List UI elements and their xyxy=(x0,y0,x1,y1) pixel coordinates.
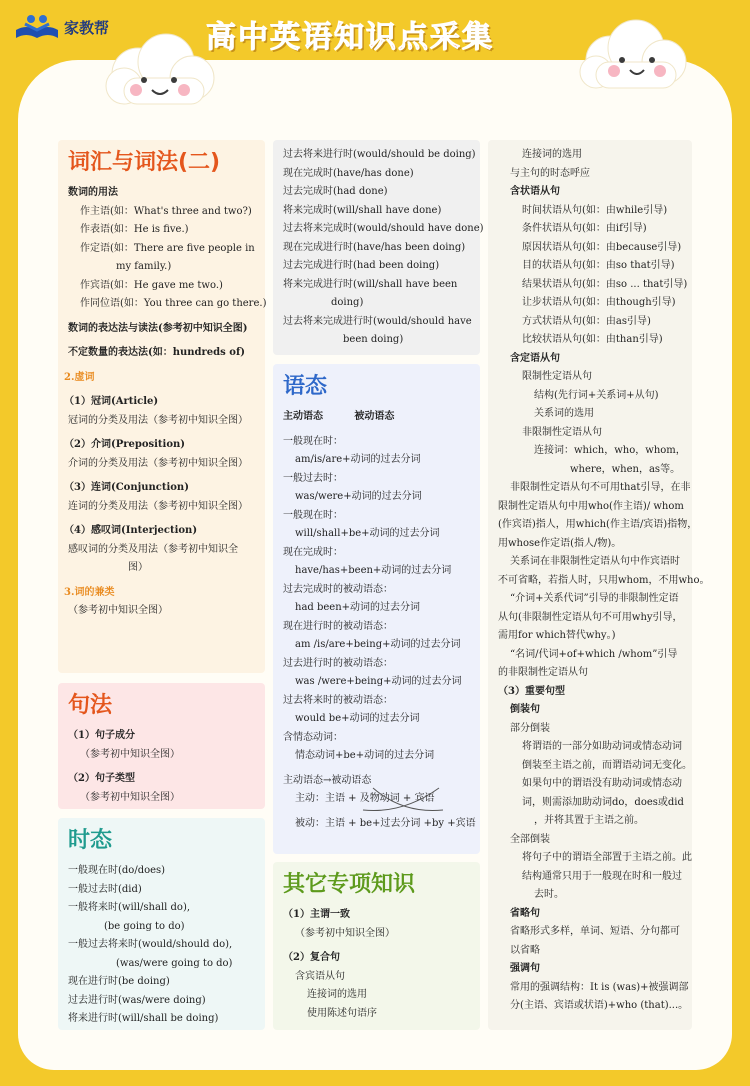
voice-swap-arrows xyxy=(343,784,463,814)
section-title: 句法 xyxy=(68,693,113,718)
title-char: 点 xyxy=(398,20,430,55)
text-line: had been+动词的过去分词 xyxy=(295,602,421,613)
text-line: 图） xyxy=(128,562,148,573)
text-line: 冠词的分类及用法（参考初中知识全图） xyxy=(68,414,248,426)
text-line: (be going to do) xyxy=(104,920,185,932)
title-char: 集 xyxy=(462,20,494,55)
text-line: 倒装至主语之前，而谓语动词无变化。 xyxy=(522,759,692,771)
panel-other-topics xyxy=(273,862,480,1030)
text-line: 比较状语从句(如：由than引导) xyxy=(522,334,663,345)
text-line: 主动：主语 + 及物动词 + 宾语 xyxy=(295,793,435,804)
text-line: 将来进行时(will/shall be doing) xyxy=(68,1013,219,1024)
text-line: 分(主语、宾语或状语)+who (that)...。 xyxy=(510,1000,689,1011)
text-line: 非限制性定语从句 xyxy=(522,426,602,438)
text-line: 一般将来时(will/shall do), xyxy=(68,902,191,913)
panel-lines xyxy=(498,146,710,1016)
panel-lines xyxy=(68,727,255,807)
text-line: 省略句 xyxy=(510,907,540,919)
text-line: 全部倒装 xyxy=(510,833,550,845)
smiling-cloud-icon xyxy=(574,16,692,98)
page-title xyxy=(206,12,494,56)
text-line: 以省略 xyxy=(510,944,540,956)
text-line: 过去完成进行时(had been doing) xyxy=(283,260,440,271)
text-line: 过去完成时(had done) xyxy=(283,186,388,197)
panel-vocabulary xyxy=(58,140,265,673)
text-line: 关系词的选用 xyxy=(534,408,594,419)
text-line: 结构通常只用于一般现在时和一般过 xyxy=(522,870,682,882)
text-line: 感叹词的分类及用法（参考初中知识全 xyxy=(68,543,238,555)
text-line: “名词/代词+of+which /whom”引导 xyxy=(510,648,678,660)
text-line: 现在进行时(be doing) xyxy=(68,976,170,987)
text-line: 需用for which替代why。) xyxy=(498,630,616,641)
text-line: 2.虚词 xyxy=(64,371,95,383)
text-line: 与主句的时态呼应 xyxy=(510,167,590,179)
text-line: 作定语(如：There are five people in xyxy=(80,242,255,254)
text-line: 一般过去时： xyxy=(283,472,343,484)
text-line: （参考初中知识全图） xyxy=(80,748,180,760)
section-title: 语态 xyxy=(283,374,328,399)
title-char: 英 xyxy=(270,20,302,55)
logo-text: 家教帮 xyxy=(64,18,110,37)
text-line: 使用陈述句语序 xyxy=(307,1007,377,1019)
panel-lines xyxy=(64,184,267,621)
text-line: 过去进行时的被动语态： xyxy=(283,657,393,669)
panel-lines xyxy=(68,862,255,1029)
text-line: 用whose作定语(指人/物)。 xyxy=(498,537,622,549)
text-line: 过去将来完成进行时(would/should have xyxy=(283,315,472,327)
text-line: 含宾语从句 xyxy=(295,970,345,982)
text-line: 一般过去将来时(would/should do), xyxy=(68,939,233,950)
text-line: would be+动词的过去分词 xyxy=(295,713,420,724)
text-line: doing) xyxy=(331,297,364,308)
title-char: 高 xyxy=(206,20,238,55)
text-line: 限制性定语从句 xyxy=(522,371,592,382)
panel-clauses xyxy=(488,140,710,1030)
text-line: 去时。 xyxy=(534,889,564,900)
text-line: 一般现在时： xyxy=(283,435,343,447)
text-line: 时间状语从句(如：由while引导) xyxy=(522,204,668,216)
text-line: 强调句 xyxy=(510,963,540,974)
text-line: 介词的分类及用法（参考初中知识全图） xyxy=(68,457,248,469)
text-line: ，并将其置于主语之前。 xyxy=(534,815,644,826)
text-line: 作主语(如：What's three and two?) xyxy=(80,205,252,217)
text-line: 连接词的选用 xyxy=(307,989,367,1000)
text-line: 数词的用法 xyxy=(68,187,118,198)
cloud-edge xyxy=(230,62,380,132)
text-line: 主动语态→被动语态 xyxy=(283,774,372,786)
text-line: 省略形式多样，单词、短语、分句都可 xyxy=(510,926,680,937)
text-line: 结果状语从句(如：由so ... that引导) xyxy=(522,278,688,290)
text-line: 结构(先行词+关系词+从句) xyxy=(534,389,659,401)
text-line: 将谓语的一部分如助动词或情态动词 xyxy=(522,741,682,752)
text-line: 主动语态 被动语态 xyxy=(283,411,395,422)
text-line: 作表语(如：He is five.) xyxy=(80,224,189,235)
text-line: 连接词：which，who，whom， xyxy=(534,445,686,456)
text-line: 将句子中的谓语全部置于主语之前。此 xyxy=(522,852,692,863)
text-line: 部分倒装 xyxy=(510,722,550,734)
text-line: my family.) xyxy=(116,261,172,272)
text-line: 条件状语从句(如：由if引导) xyxy=(522,223,647,234)
text-line: （3）连词(Conjunction) xyxy=(64,482,189,493)
text-line: 作同位语(如：You three can go there.) xyxy=(80,298,267,309)
book-people-icon xyxy=(14,12,60,42)
text-line: was/were+动词的过去分词 xyxy=(295,491,422,502)
text-line: 不可省略，若指人时，只用whom，不用who。 xyxy=(498,574,710,586)
text-line: “介词+关系代词”引导的非限制性定语 xyxy=(510,593,679,604)
panel-tense-continued xyxy=(273,140,484,355)
text-line: （参考初中知识全图） xyxy=(80,791,180,803)
title-char: 语 xyxy=(302,20,334,55)
title-char: 知 xyxy=(334,20,366,55)
text-line: (was/were going to do) xyxy=(116,957,233,969)
text-line: 将来完成时(will/shall have done) xyxy=(283,204,442,216)
text-line: 非限制性定语从句不可用that引导，在非 xyxy=(510,482,691,493)
text-line: （4）感叹词(Interjection) xyxy=(64,525,198,536)
text-line: will/shall+be+动词的过去分词 xyxy=(295,528,440,539)
text-line: 过去将来完成时(would/should have done) xyxy=(283,223,484,234)
text-line: （参考初中知识全图） xyxy=(68,605,168,616)
title-char: 识 xyxy=(366,20,398,55)
text-line: been doing) xyxy=(343,334,404,345)
cloud-edge xyxy=(360,60,510,134)
text-line: 从句(非限制性定语从句不可用why引导， xyxy=(498,611,683,623)
text-line: 过去将来时的被动语态： xyxy=(283,694,393,706)
text-line: 含定语从句 xyxy=(510,352,560,364)
text-line: （3）重要句型 xyxy=(498,685,565,697)
text-line: 现在完成时： xyxy=(283,546,343,558)
title-char: 中 xyxy=(238,20,270,55)
text-line: 现在完成时(have/has done) xyxy=(283,167,414,179)
text-line: am/is/are+动词的过去分词 xyxy=(295,454,421,465)
text-line: 不定数量的表达法(如：hundreds of) xyxy=(68,347,245,358)
text-line: 原因状语从句(如：由because引导) xyxy=(522,241,682,253)
text-line: 关系词在非限制性定语从句中作宾语时 xyxy=(510,556,680,567)
text-line: 数词的表达法与读法(参考初中知识全图) xyxy=(68,322,248,334)
text-line: am /is/are+being+动词的过去分词 xyxy=(295,639,461,650)
text-line: 情态动词+be+动词的过去分词 xyxy=(295,750,435,761)
text-line: （2）介词(Preposition) xyxy=(64,439,186,450)
logo xyxy=(14,12,109,42)
text-line: 方式状语从句(如：由as引导) xyxy=(522,315,651,327)
text-line: 连接词的选用 xyxy=(522,149,582,160)
text-line: 作宾语(如：He gave me two.) xyxy=(80,279,223,291)
panel-lines xyxy=(283,906,470,1023)
text-line: 一般现在时： xyxy=(283,509,343,521)
section-title: 其它专项知识 xyxy=(283,872,416,897)
text-line: （2）句子类型 xyxy=(68,773,135,784)
section-title: 时态 xyxy=(68,828,113,853)
text-line: 让步状语从句(如：由though引导) xyxy=(522,297,676,308)
text-line: （1）主谓一致 xyxy=(283,909,350,920)
text-line: 的非限制性定语从句 xyxy=(498,667,588,678)
panel-tense xyxy=(58,818,265,1030)
panel-voice xyxy=(273,364,480,854)
text-line: 过去完成时的被动语态： xyxy=(283,583,393,595)
text-line: 过去将来进行时(would/should be doing) xyxy=(283,149,476,160)
text-line: 词，则需添加助动词do，does或did xyxy=(522,796,684,808)
title-char: 采 xyxy=(430,20,462,55)
text-line: 现在完成进行时(have/has been doing) xyxy=(283,241,466,253)
text-line: 被动：主语 + be+过去分词 +by +宾语 xyxy=(295,817,476,829)
text-line: 常用的强调结构：It is (was)+被强调部 xyxy=(510,981,689,993)
text-line: （1）冠词(Article) xyxy=(64,396,159,407)
text-line: 现在进行时的被动语态： xyxy=(283,620,393,632)
text-line: 含状语从句 xyxy=(510,186,560,197)
text-line: where，when，as等。 xyxy=(570,463,681,475)
text-line: 连词的分类及用法（参考初中知识全图） xyxy=(68,500,248,512)
text-line: have/has+been+动词的过去分词 xyxy=(295,565,452,576)
text-line: 一般过去时(did) xyxy=(68,883,142,895)
text-line: （2）复合句 xyxy=(283,952,340,963)
smiling-cloud-icon xyxy=(100,28,220,113)
text-line: （1）句子成分 xyxy=(68,730,135,741)
text-line: 将来完成进行时(will/shall have been xyxy=(283,278,458,290)
text-line: （参考初中知识全图） xyxy=(295,927,395,939)
section-title: 词汇与词法(二) xyxy=(68,150,221,175)
text-line: 一般现在时(do/does) xyxy=(68,865,166,876)
panel-lines xyxy=(283,408,476,833)
text-line: 限制性定语从句中用who(作主语)/ whom xyxy=(498,500,684,512)
text-line: 如果句中的谓语没有助动词或情态动 xyxy=(522,778,682,789)
text-line: 含情态动词： xyxy=(283,731,343,743)
text-line: 倒装句 xyxy=(510,704,540,715)
text-line: (作宾语)指人，用which(作主语/宾语)指物， xyxy=(498,519,698,530)
panel-syntax xyxy=(58,683,265,809)
text-line: 3.词的兼类 xyxy=(64,586,115,598)
text-line: was /were+being+动词的过去分词 xyxy=(295,676,462,687)
panel-lines xyxy=(283,146,484,350)
text-line: 目的状语从句(如：由so that引导) xyxy=(522,260,675,271)
text-line: 过去进行时(was/were doing) xyxy=(68,994,206,1006)
